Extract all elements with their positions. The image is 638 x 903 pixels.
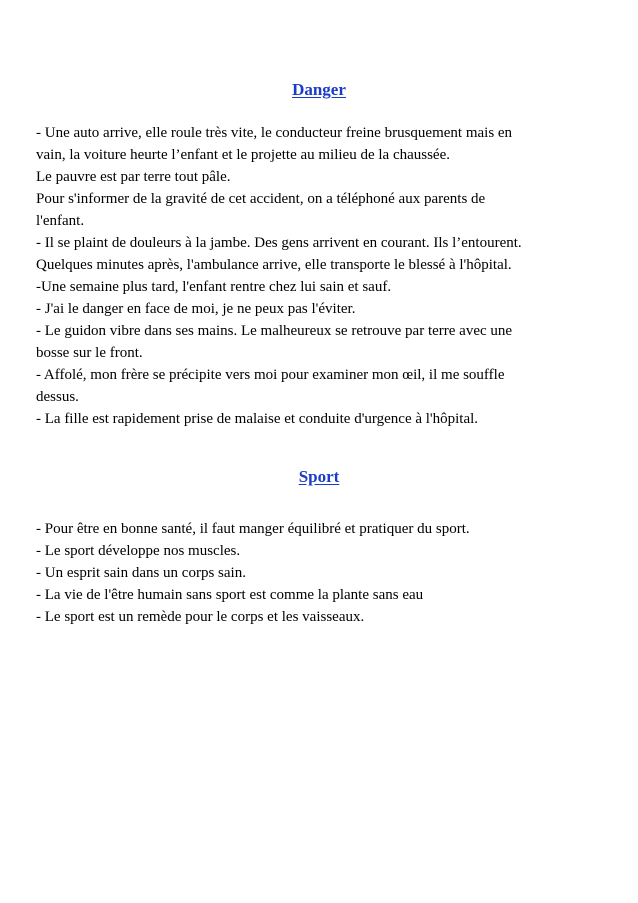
danger-line: Pour s'informer de la gravité de cet accident, on a téléphoné aux parents de [36, 191, 486, 207]
danger-line: - Une auto arrive, elle roule très vite, le conducteur freine brusquement mais en [36, 125, 513, 141]
sport-line: - Le sport est un remède pour le corps et les vaisseaux. [36, 609, 365, 625]
danger-line: vain, la voiture heurte l’enfant et le projette au milieu de la chaussée. [36, 147, 450, 163]
danger-line: Quelques minutes après, l'ambulance arrive, elle transporte le blessé à l'hôpital. [36, 257, 512, 273]
sport-text-block [36, 518, 616, 628]
danger-line: l'enfant. [36, 213, 85, 229]
danger-heading: Danger [292, 80, 346, 99]
danger-text-block [36, 122, 616, 430]
sport-heading: Sport [298, 467, 340, 486]
danger-line: - J'ai le danger en face de moi, je ne peux pas l'éviter. [36, 301, 356, 317]
danger-line: - Le guidon vibre dans ses mains. Le malheureux se retrouve par terre avec une [36, 323, 513, 339]
danger-line: - Il se plaint de douleurs à la jambe. Des gens arrivent en courant. Ils l’entourent. [36, 235, 522, 251]
danger-line: -Une semaine plus tard, l'enfant rentre chez lui sain et sauf. [36, 279, 392, 295]
danger-line: - La fille est rapidement prise de malaise et conduite d'urgence à l'hôpital. [36, 411, 479, 427]
danger-line: bosse sur le front. [36, 345, 143, 361]
sport-line: - La vie de l'être humain sans sport est comme la plante sans eau [36, 587, 424, 603]
danger-line: Le pauvre est par terre tout pâle. [36, 169, 231, 185]
sport-line: - Pour être en bonne santé, il faut manger équilibré et pratiquer du sport. [36, 521, 470, 537]
danger-line: - Affolé, mon frère se précipite vers moi pour examiner mon œil, il me souffle [36, 367, 505, 383]
sport-line: - Le sport développe nos muscles. [36, 543, 241, 559]
danger-line: dessus. [36, 389, 79, 405]
sport-line: - Un esprit sain dans un corps sain. [36, 565, 246, 581]
